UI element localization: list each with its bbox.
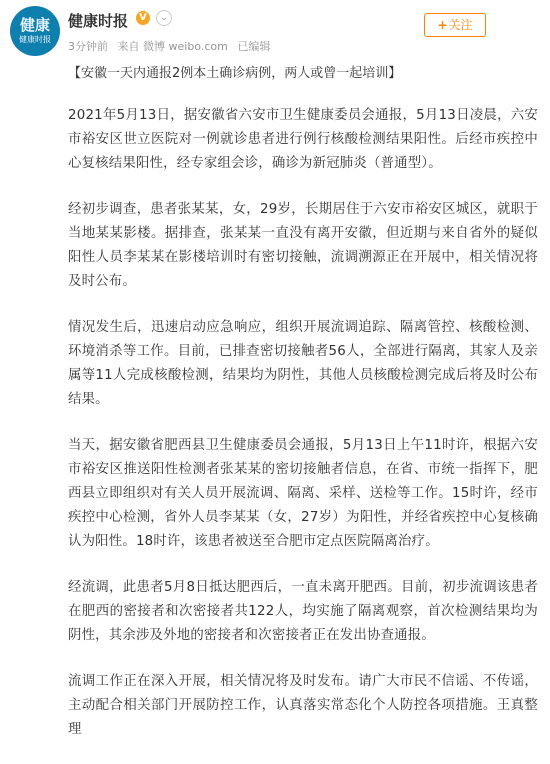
- edited-label: 已编辑: [237, 40, 271, 53]
- author-name[interactable]: 健康时报: [68, 12, 129, 30]
- post-headline: 【安徽一天内通报2例本土确诊病例，两人或曾一起培训】: [68, 66, 402, 81]
- avatar-logo-text: 健康时报: [19, 34, 51, 44]
- post-paragraph: 经流调，此患者5月8日抵达肥西后，一直未离开肥西。目前，初步流调该患者在肥西的密接者和次密接者共122人，均实施了隔离观察，首次检测结果均为阴性，其余涉及外地的密接者和次密接者正在发出协查通报。: [68, 580, 538, 643]
- post-meta: [68, 38, 276, 54]
- follow-label: 关注: [448, 18, 473, 32]
- plus-icon: +: [437, 18, 448, 32]
- post-paragraph: 流调工作正在深入开展，相关情况将及时发布。请广大市民不信谣、不传谣，主动配合相关部门开展防控工作，认真落实常态化个人防控各项措施。王真整理: [68, 674, 538, 737]
- avatar[interactable]: [10, 6, 60, 56]
- post-paragraph: 当天，据安徽省肥西县卫生健康委员会通报，5月13日上午11时许，根据六安市裕安区推送阳性检测者张某某的密切接触者信息，在省、市统一指挥下，肥西县立即组织对有关人员开展流调、隔离、采样、送检等工作。15时许，经市疾控中心检测，省外人员李某某（女，27岁）为阳性，并经省疾控中心复核确认为阳性。18时许，该患者被送至合肥市定点医院隔离治疗。: [68, 438, 538, 549]
- follow-button[interactable]: [424, 13, 486, 37]
- post-header: [0, 0, 550, 62]
- post-body: [68, 104, 538, 764]
- post-time[interactable]: 3分钟前: [68, 40, 108, 53]
- post-paragraph: 2021年5月13日，据安徽省六安市卫生健康委员会通报，5月13日凌晨，六安市裕安区世立医院对一例就诊患者进行例行核酸检测结果阳性。后经市疾控中心复核结果阳性，经专家组会诊，确诊为新冠肺炎（普通型）。: [68, 108, 538, 171]
- post-paragraph: 经初步调查，患者张某某，女，29岁，长期居住于六安市裕安区城区，就职于当地某某影楼。据排查，张某某一直没有离开安徽，但近期与来自省外的疑似阳性人员李某某在影楼培训时有密切接触，流调溯源正在开展中，相关情况将及时公布。: [68, 202, 538, 289]
- health-times-logo-icon: 健康: [19, 15, 50, 34]
- post-paragraph: 情况发生后，迅速启动应急响应，组织开展流调追踪、隔离管控、核酸检测、环境消杀等工作。目前，已排查密切接触者56人，全部进行隔离，其家人及亲属等11人完成核酸检测，结果均为阴性，其他人员核酸检测完成后将及时公布结果。: [68, 320, 538, 407]
- verified-badge-icon: V: [136, 11, 150, 25]
- chevron-down-icon[interactable]: ⌄: [156, 10, 172, 26]
- post-source[interactable]: 来自 微博 weibo.com: [117, 40, 228, 53]
